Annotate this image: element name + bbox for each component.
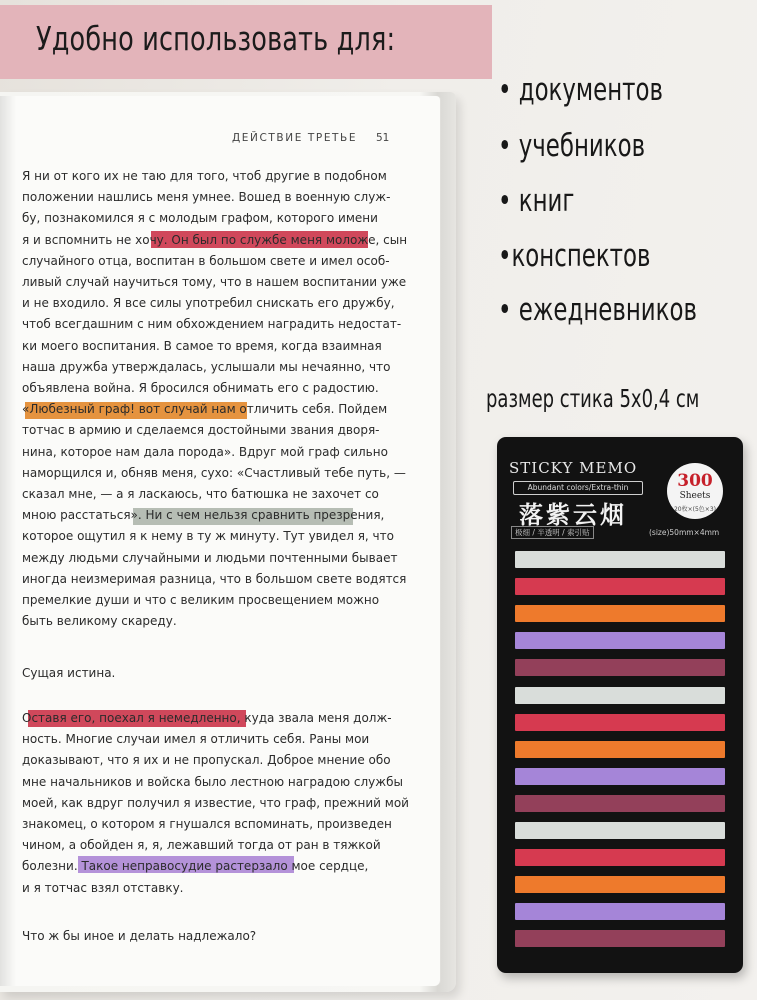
uses-list-item: •конспектов (498, 238, 651, 274)
text-line: и я тотчас взял отставку. (22, 880, 184, 895)
text-line: Оставя его, поехал я немедленно, куда звала меня долж- (22, 711, 392, 725)
text-line: быть великому скареду. (22, 614, 177, 629)
memo-strip (515, 768, 725, 785)
text-line: наморщился и, обняв меня, сухо: «Счастливый тебе путь, — (22, 465, 406, 480)
text-line: ливый случай научиться тому, что в нашем воспитании уже (22, 275, 407, 289)
memo-strip (515, 930, 725, 947)
text-line: мне начальников и войска было лестною наградою службы (22, 774, 403, 789)
badge-number: 300 (677, 471, 713, 491)
text-line: «Любезный граф! вот случай нам отличить себя. Пойдем (22, 402, 388, 417)
memo-strip (515, 903, 725, 920)
text-line: иногда неизмеримая разница, что в большом свете водятся (22, 571, 407, 586)
card-size: (size)50mm×4mm (649, 528, 720, 537)
memo-strip (515, 551, 725, 568)
text-line: я и вспомнить не хочу. Он был по службе меня моложе, сын (22, 232, 408, 247)
uses-list-item: • документов (498, 72, 663, 108)
text-line: мною расстаться». Ни с чем нельзя сравнить презрения, (22, 508, 385, 523)
memo-strip (515, 822, 725, 839)
text-line: сказал мне, — а я ласкаюсь, что батюшка не захочет со (22, 487, 379, 501)
badge-pack: 20枚×(5色×3) (673, 506, 716, 513)
memo-strip (515, 876, 725, 893)
uses-list-item: • книг (498, 183, 575, 219)
memo-strip (515, 741, 725, 758)
text-line: объявлена война. Я бросился обнимать его с радостию. (22, 381, 379, 395)
book-page (0, 96, 440, 986)
page-number: 51 (376, 132, 390, 144)
text-line: нина, которое нам дала порода». Вдруг мой граф сильно (22, 444, 388, 459)
uses-list-item: • ежедневников (498, 292, 697, 328)
text-line: чином, а обойден я, я, лежавший тогда от ран в тяжкой (22, 838, 381, 853)
card-chinese-name: 落紫云烟 (519, 501, 627, 529)
badge-unit: Sheets (679, 491, 711, 501)
title-banner (0, 5, 492, 79)
text-line: моей, как вдруг получил я известие, что граф, прежний мой (22, 795, 409, 810)
uses-list-item: • учебников (498, 128, 646, 164)
size-caption: размер стика 5х0,4 см (486, 384, 700, 413)
text-line: ки моего воспитания. В самое то время, когда взаимная (22, 338, 382, 353)
text-line: доказывают, что я их и не пропускал. Доброе мнение обо (22, 753, 391, 768)
text-line: тотчас в армию и сделаемся достойными звания дворя- (22, 423, 380, 438)
card-tags: 极细 / 半透明 / 索引贴 (511, 526, 594, 539)
text-line: Что ж бы иное и делать надлежало? (22, 929, 257, 943)
text-line: премелкие души и что с великим просвещением можно (22, 593, 380, 607)
memo-strip (515, 714, 725, 731)
memo-strip (515, 687, 725, 704)
text-line: бу, познакомился я с молодым графом, которого имени (22, 211, 378, 226)
memo-strip (515, 659, 725, 676)
text-line: Сущая истина. (22, 666, 116, 680)
page-gutter-shadow (0, 96, 16, 986)
text-line: ность. Многие случаи имел я отличить себя. Раны мои (22, 732, 370, 747)
running-head: ДЕЙСТВИЕ ТРЕТЬЕ (232, 132, 358, 144)
card-subtitle: Abundant colors/Extra-thin (513, 481, 643, 495)
memo-strip (515, 605, 725, 622)
sticky-memo-card (497, 437, 743, 973)
memo-strip (515, 849, 725, 866)
text-line: положении нашлись меня умнее. Вошед в военную служ- (22, 190, 391, 205)
text-line: которое ощутил я к нему в ту ж минуту. Тут увидел я, что (22, 529, 394, 544)
text-line: знакомец, о котором я гнушался вспоминать, произведен (22, 817, 392, 831)
text-line: чтоб всегдашним с ним обхождением наградить недостат- (22, 317, 402, 332)
memo-strip (515, 795, 725, 812)
text-line: болезни. Такое неправосудие растерзало мое сердце, (22, 859, 369, 874)
text-line: Я ни от кого их не таю для того, чтоб другие в подобном (22, 169, 387, 183)
sheets-badge (667, 463, 723, 519)
text-line: наша дружба утверждалась, услышали мы нечаянно, что (22, 359, 391, 374)
text-line: между людьми случайными и людьми почтенными бывает (22, 550, 398, 565)
memo-strip (515, 578, 725, 595)
card-title: STICKY MEMO (509, 459, 638, 477)
text-line: случайного отца, воспитан в большом свете и имел особ- (22, 253, 390, 268)
banner-title: Удобно использовать для: (36, 19, 396, 58)
memo-strip (515, 632, 725, 649)
text-line: и не входило. Я все силы употребил снискать его дружбу, (22, 296, 395, 311)
